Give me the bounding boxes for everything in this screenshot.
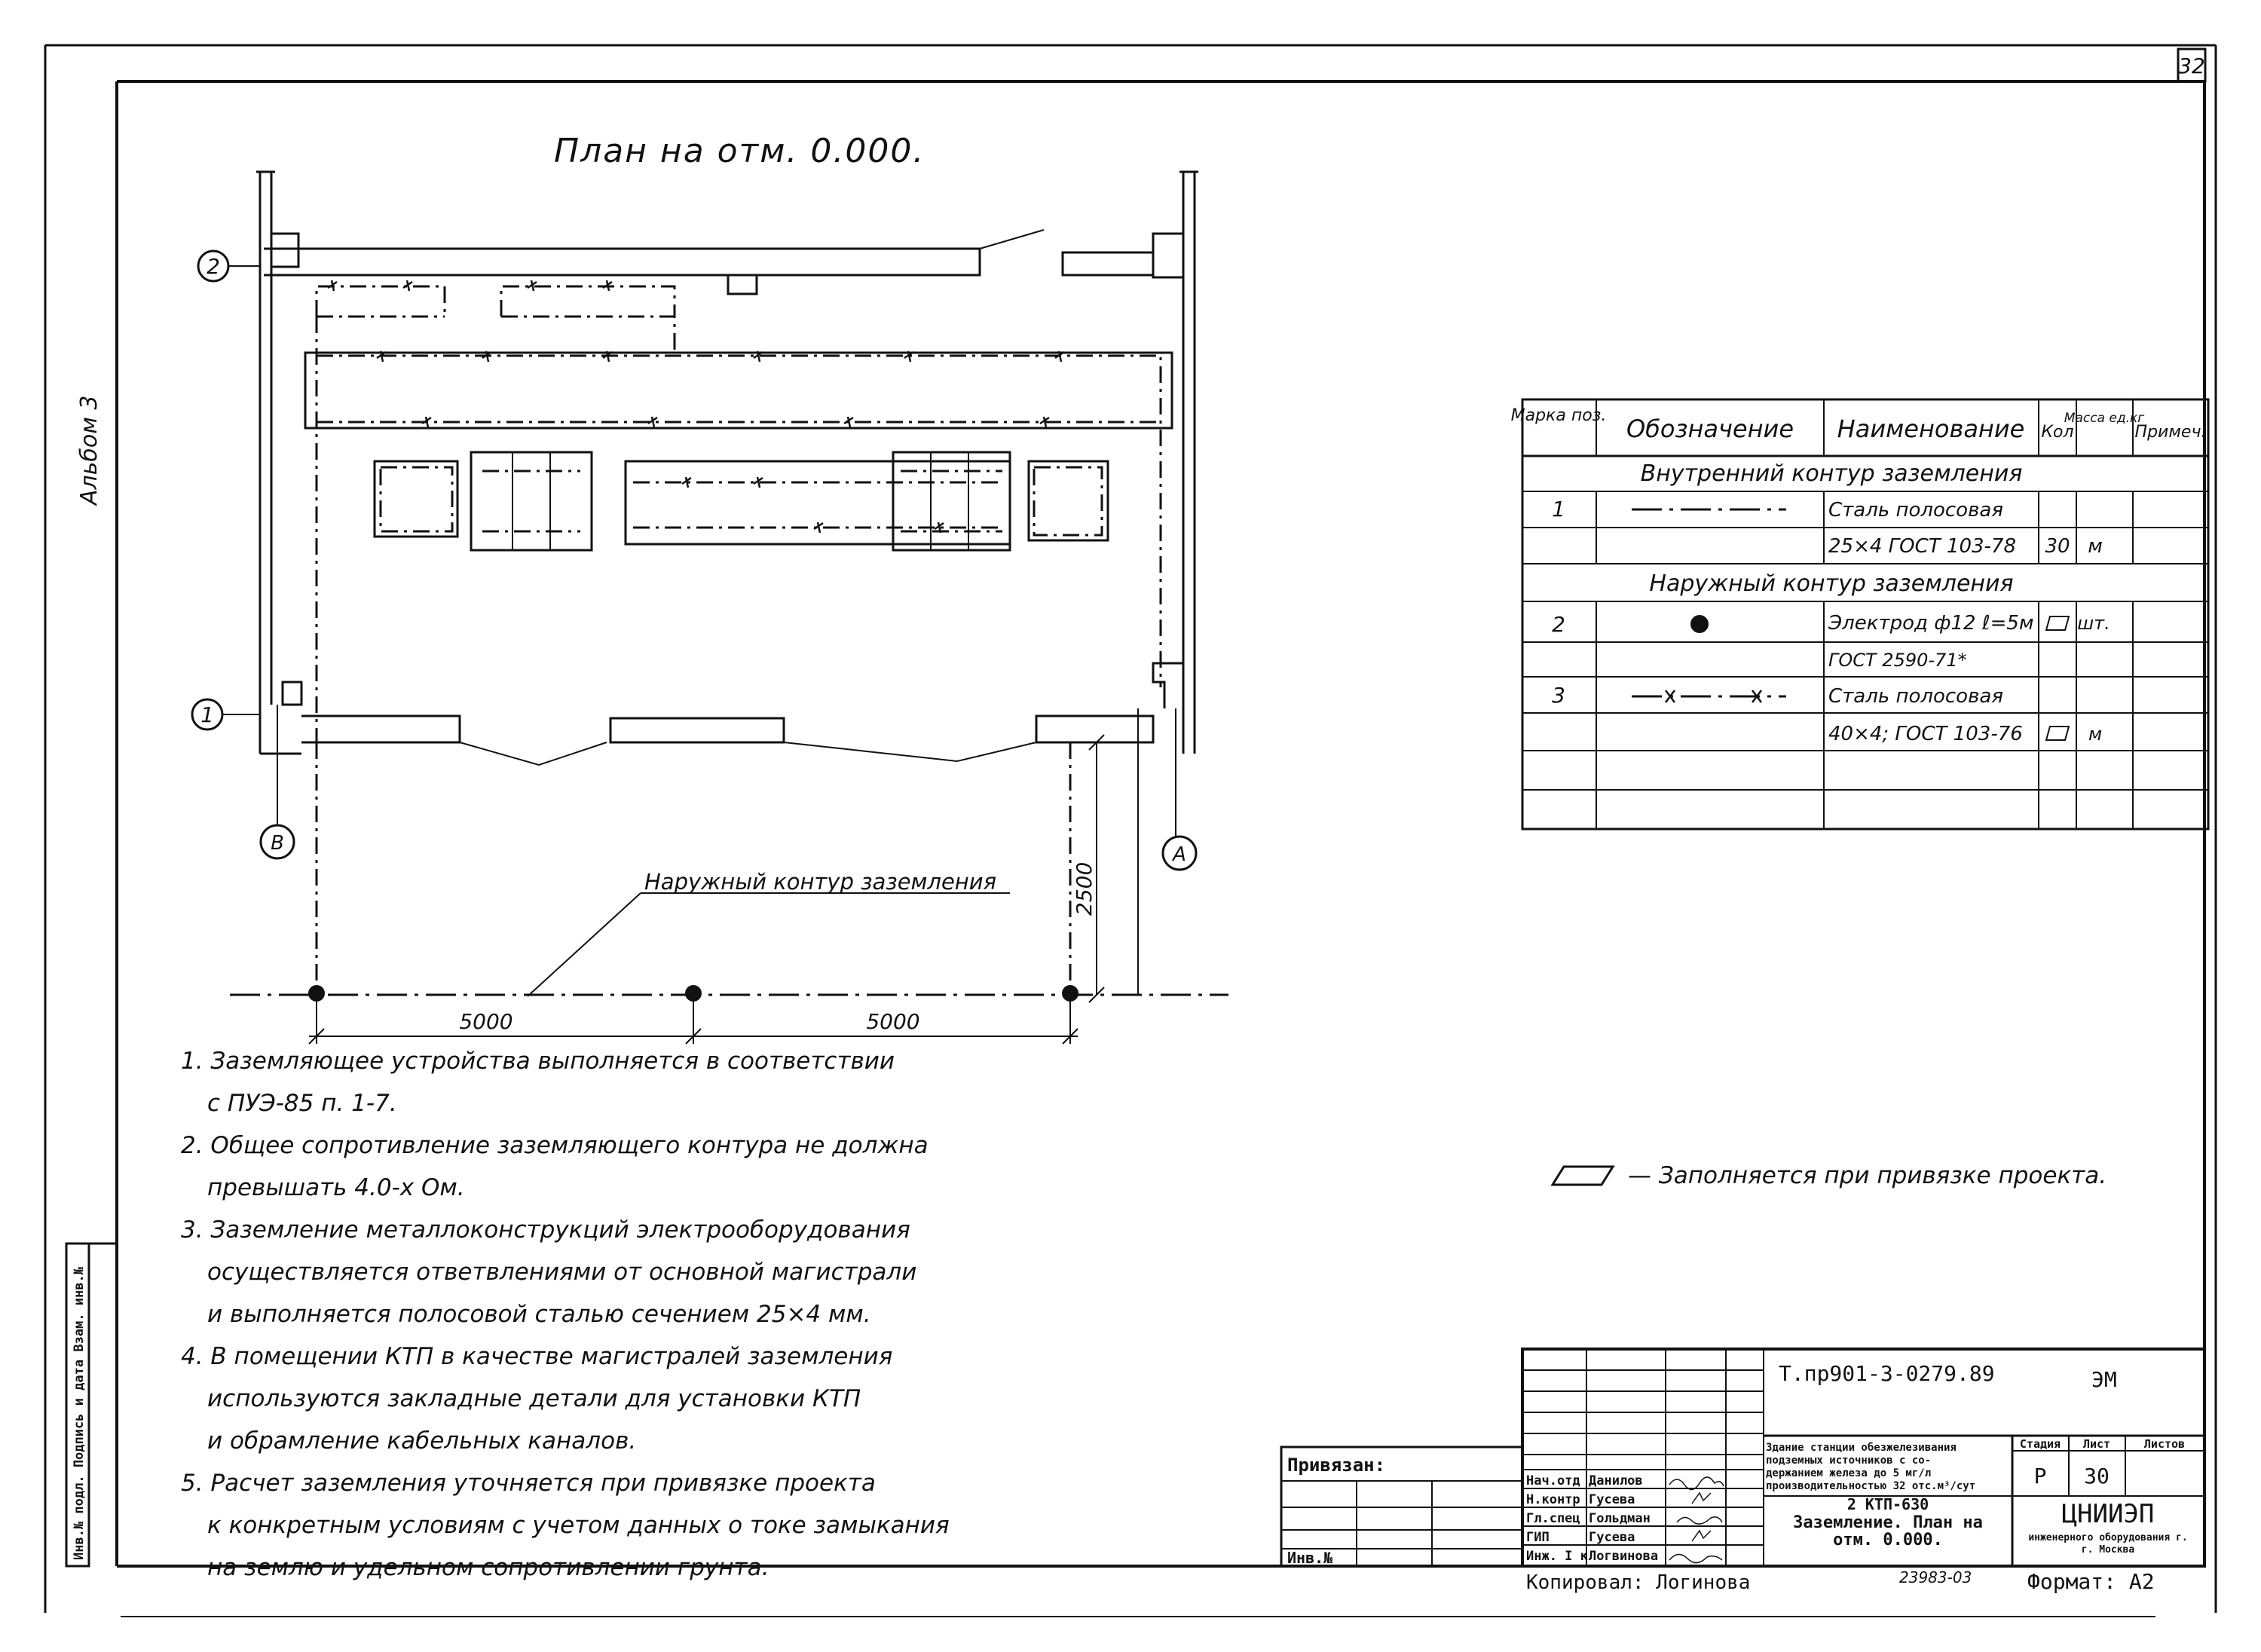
legend-text: — Заполняется при привязке проекта.	[1628, 1162, 2107, 1189]
person-name: Гольдман	[1589, 1511, 1651, 1526]
inventory-number: 23983-03	[1899, 1568, 1972, 1586]
note-line: осуществляется ответвлениями от основной магистрали	[207, 1259, 917, 1286]
row1-name-1: Сталь полосовая	[1828, 499, 2003, 522]
note-line: 2. Общее сопротивление заземляющего контура не должна	[181, 1132, 929, 1159]
header-qty: Кол	[2041, 423, 2074, 442]
person-role: ГИП	[1526, 1530, 1550, 1545]
general-notes	[181, 1040, 950, 1589]
row1-name-2: 25×4 ГОСТ 103-78	[1828, 535, 2017, 558]
legend	[1553, 1162, 2106, 1189]
project-desc-line: держанием железа до 5 мг/л	[1766, 1467, 1932, 1479]
row2-unit: шт.	[2077, 613, 2110, 634]
note-line: 4. В помещении КТП в качестве магистралей заземления	[181, 1343, 893, 1370]
note-line: превышать 4.0-х Ом.	[207, 1174, 465, 1201]
dimension-vertical: 2500	[1072, 861, 1097, 916]
header-note: Примеч.	[2134, 423, 2207, 442]
project-desc-line: Здание станции обезжелезивания	[1766, 1442, 1957, 1454]
copied-by: Копировал: Логинова	[1526, 1571, 1751, 1594]
axis-b-label: В	[271, 832, 284, 855]
row1-qty: 30	[2045, 535, 2070, 558]
person-name: Гусева	[1589, 1492, 1635, 1507]
project-desc-line: производительностью 32 отс.м³/сут	[1766, 1480, 1976, 1492]
sheet-label: Лист	[2082, 1437, 2111, 1451]
header-mark: Марка поз.	[1510, 406, 1607, 425]
header-designation: Обозначение	[1626, 415, 1794, 443]
org-sub-line: г. Москва	[2081, 1544, 2135, 1556]
person-name: Логвинова	[1589, 1549, 1659, 1564]
person-role: Нач.отд	[1526, 1473, 1580, 1488]
header-name: Наименование	[1837, 415, 2025, 443]
org-name: ЦНИИЭП	[2061, 1499, 2155, 1529]
fill-on-binding-symbol	[1553, 1167, 1613, 1185]
spec-table	[1511, 399, 2208, 829]
electrode-symbol	[1690, 615, 1709, 633]
internal-contour-crosses	[328, 280, 1064, 533]
project-desc-line: подземных источников с со-	[1766, 1455, 1932, 1467]
person-role: Н.контр	[1526, 1492, 1580, 1507]
stage-value: Р	[2033, 1464, 2047, 1488]
row1-pos: 1	[1552, 497, 1565, 522]
axis-markers	[192, 251, 1196, 870]
sheets-label: Листов	[2143, 1437, 2186, 1451]
outer-contour-label: Наружный контур заземления	[644, 869, 997, 895]
fill-on-binding-symbol	[2046, 727, 2069, 740]
sheet-title-line: отм. 0.000.	[1833, 1531, 1943, 1550]
section-code: ЭМ	[2091, 1367, 2117, 1392]
row2-pos: 2	[1552, 612, 1565, 637]
axis-1-label: 1	[200, 702, 214, 727]
side-stamp	[66, 1244, 117, 1566]
row3-pos: 3	[1552, 683, 1565, 708]
row2-name-1: Электрод ф12 ℓ=5м	[1828, 612, 2034, 635]
outer-ground-contour	[230, 708, 1228, 1044]
plan-title: План на отм. 0.000.	[554, 132, 926, 170]
note-line: 3. Заземление металлоконструкций электрооборудования	[181, 1216, 910, 1244]
row1-unit: м	[2088, 535, 2103, 558]
sheet-title-line: Заземление. План на	[1793, 1513, 1983, 1532]
org-sub-line: инженерного оборудования г.	[2028, 1532, 2188, 1543]
axis-2-label: 2	[207, 254, 220, 279]
row2-name-2: ГОСТ 2590-71*	[1828, 650, 1967, 671]
signatures	[1669, 1477, 1724, 1563]
doc-code: Т.пр901-3-0279.89	[1779, 1361, 1995, 1386]
axis-a-label: А	[1173, 843, 1186, 866]
internal-ground-contour	[317, 286, 1161, 742]
title-block	[1281, 1349, 2204, 1594]
section-external: Наружный контур заземления	[1649, 571, 2014, 597]
row3-name-1: Сталь полосовая	[1828, 685, 2003, 708]
header-mass: Масса ед.кг	[2064, 411, 2145, 426]
dimension-left: 5000	[459, 1009, 513, 1034]
row3-unit: м	[2088, 724, 2103, 745]
fill-on-binding-symbol	[2046, 616, 2069, 630]
note-line: с ПУЭ-85 п. 1-7.	[207, 1090, 397, 1117]
note-line: используются закладные детали для установки КТП	[207, 1385, 861, 1412]
person-name: Гусева	[1589, 1530, 1635, 1545]
person-role: Гл.спец	[1526, 1511, 1580, 1526]
note-line: к конкретным условиям с учетом данных о токе замыкания	[207, 1512, 950, 1539]
stage-label: Стадия	[2019, 1437, 2061, 1451]
album-label: Альбом 3	[76, 395, 102, 505]
note-line: на землю и удельном сопротивлении грунта.	[207, 1554, 769, 1581]
sheet-value: 30	[2084, 1464, 2110, 1488]
person-name: Данилов	[1589, 1473, 1643, 1488]
sheet-number: 32	[2178, 54, 2205, 78]
bound-label: Привязан:	[1287, 1455, 1386, 1476]
inv-label: Инв.№	[1287, 1549, 1333, 1567]
dimension-right: 5000	[866, 1009, 920, 1034]
note-line: 5. Расчет заземления уточняется при привязке проекта	[181, 1470, 876, 1497]
format-label: Формат: А2	[2027, 1569, 2155, 1594]
note-line: и выполняется полосовой сталью сечением 25×4 мм.	[207, 1301, 871, 1328]
sheet-title-line: 2 КТП-630	[1846, 1495, 1929, 1513]
sheet-number-box	[2178, 49, 2205, 81]
note-line: 1. Заземляющее устройства выполняется в соответствии	[181, 1048, 895, 1075]
person-role: Инж. I к	[1526, 1549, 1588, 1564]
side-stamp-text: Инв.№ подл. Подпись и дата Взам. инв.№	[72, 1267, 87, 1560]
note-line: и обрамление кабельных каналов.	[207, 1427, 637, 1455]
section-internal: Внутренний контур заземления	[1640, 460, 2023, 487]
row3-name-2: 40×4; ГОСТ 103-76	[1828, 723, 2023, 745]
